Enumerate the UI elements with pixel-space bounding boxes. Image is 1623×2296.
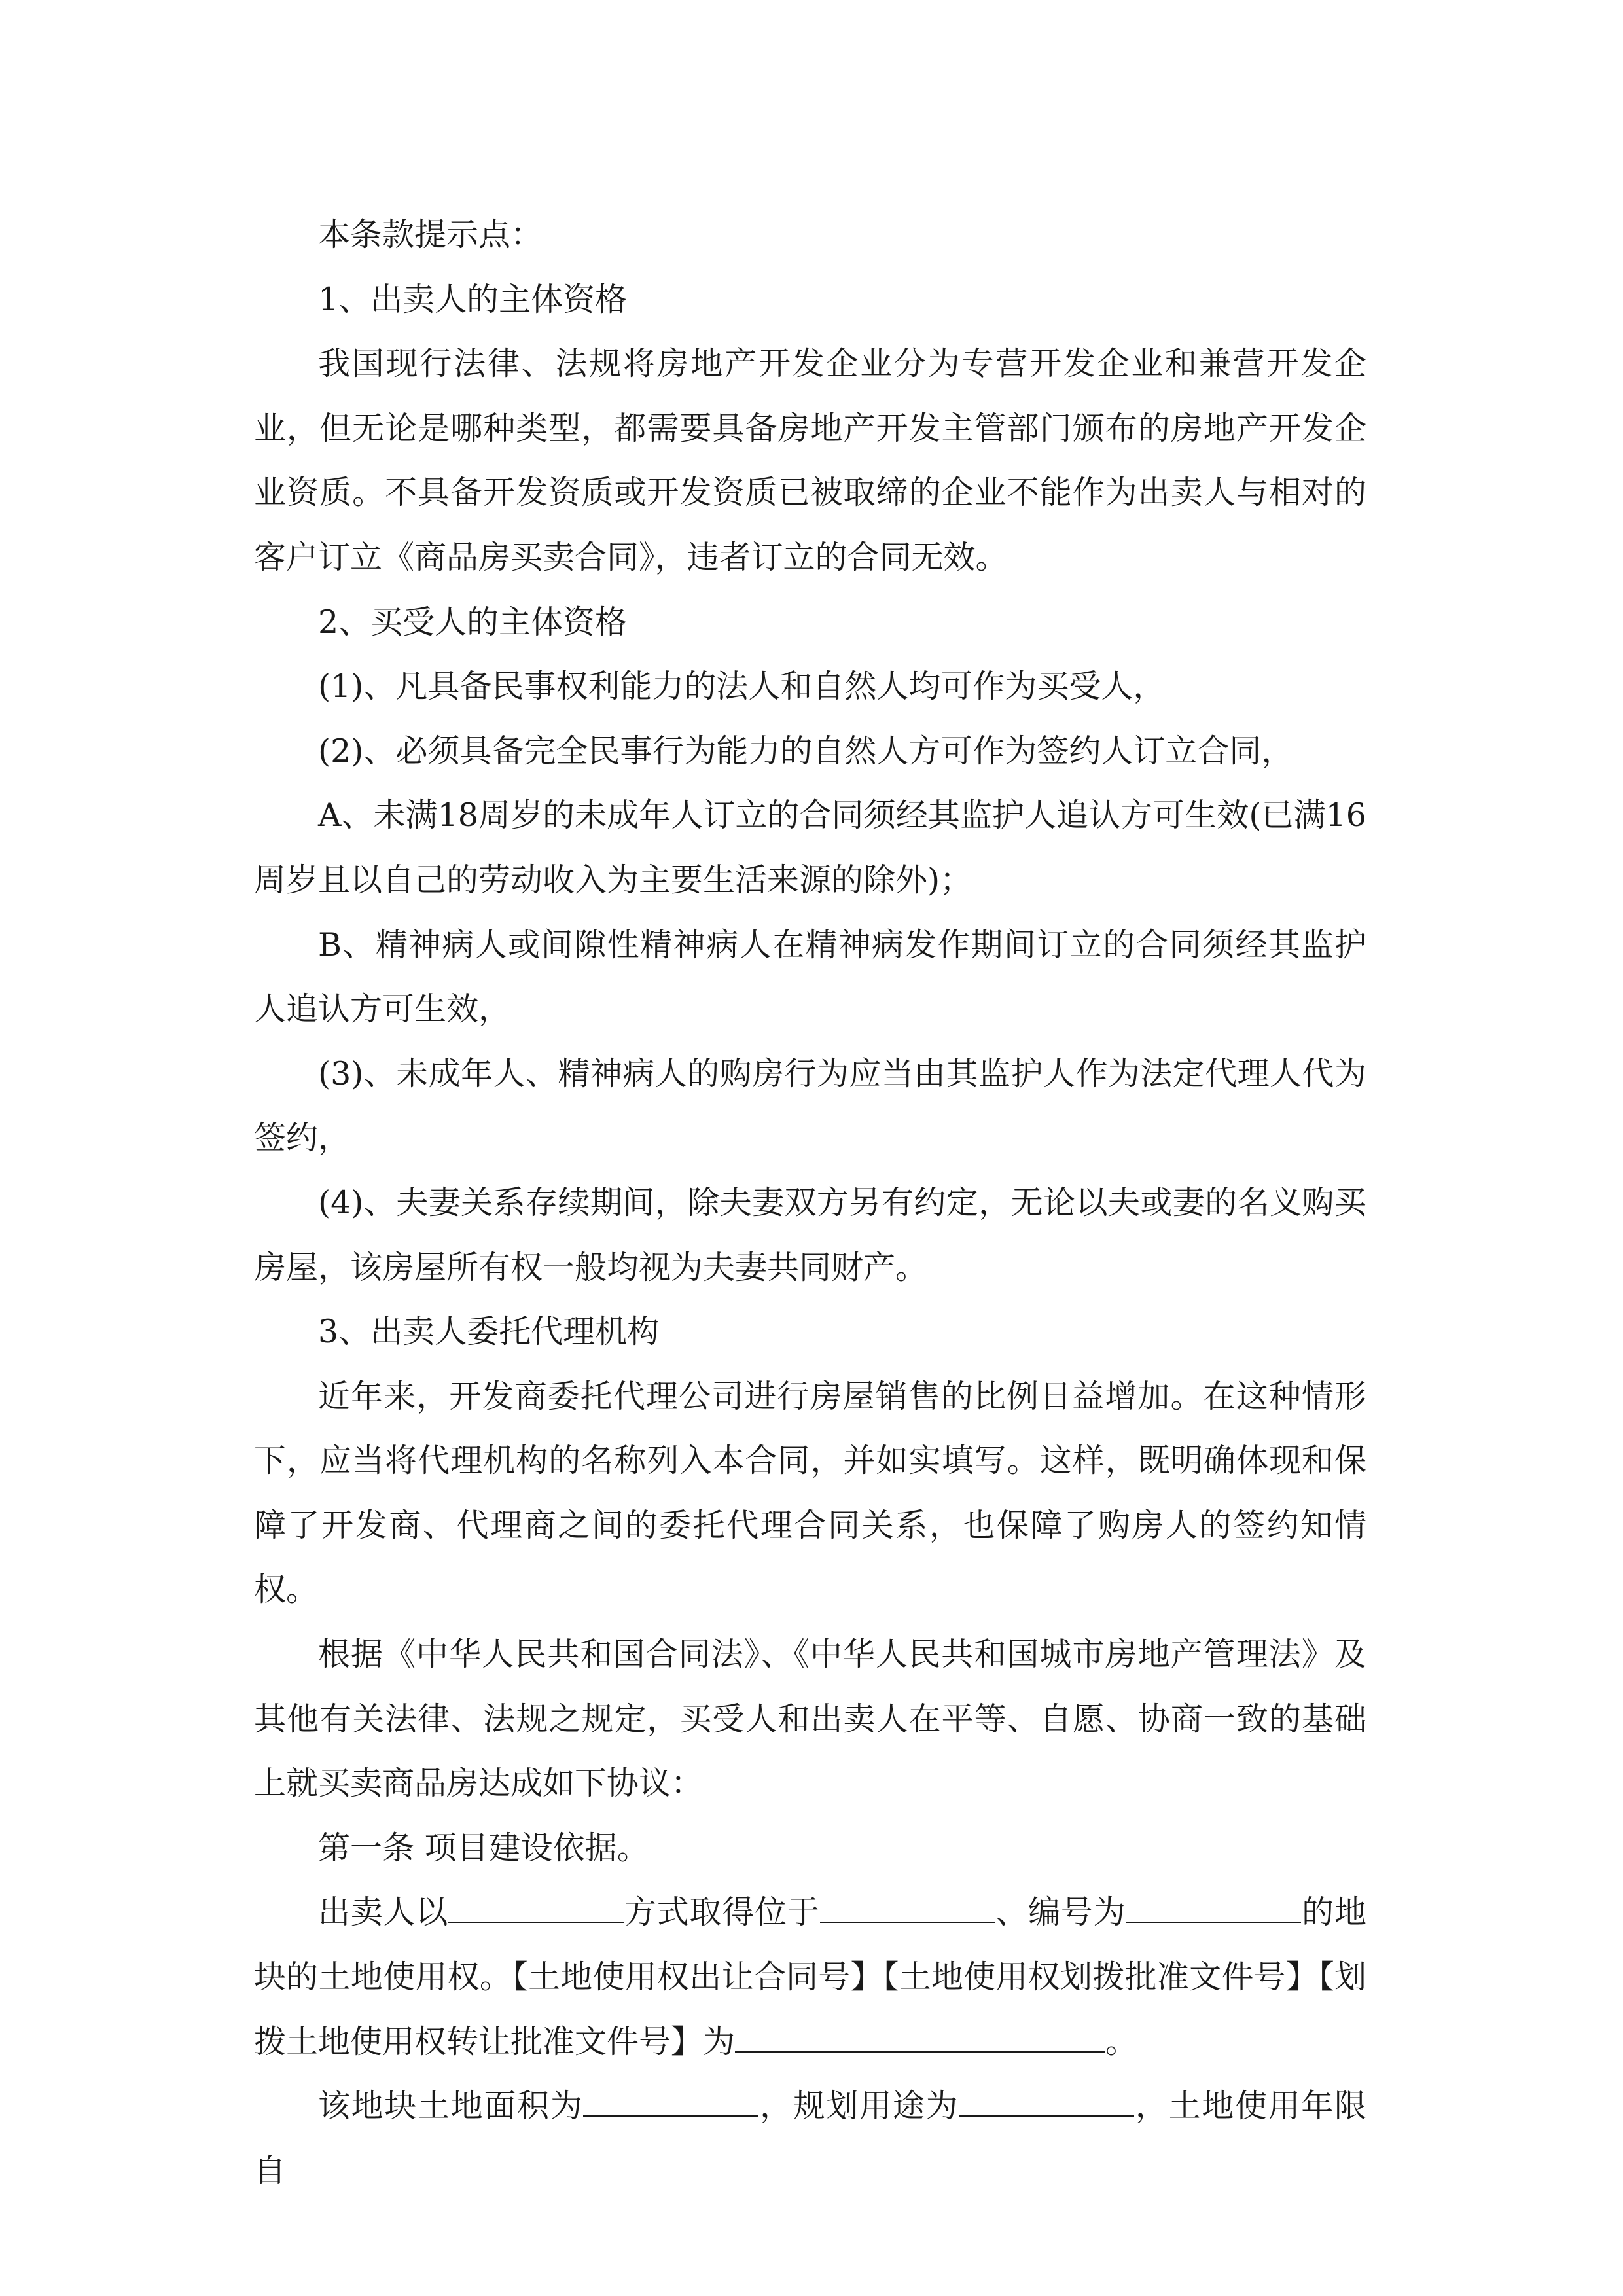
paragraph-buyer-item-3: (3)、未成年人、精神病人的购房行为应当由其监护人作为法定代理人代为签约， <box>254 1054 1366 1157</box>
land-clause-text-1: 出卖人以 <box>318 1893 449 1931</box>
paragraph-buyer-item-4: (4)、夫妻关系存续期间，除夫妻双方另有约定，无论以夫或妻的名义购买房屋，该房屋所有权一般均视为夫妻共同财产。 <box>254 1183 1366 1286</box>
section-heading-buyer-qualification: 2、买受人的主体资格 <box>318 603 628 641</box>
contract-number-field[interactable] <box>735 2025 1105 2053</box>
paragraph-buyer-item-b: B、精神病人或间隙性精神病人在精神病发作期间订立的合同须经其监护人追认方可生效， <box>254 925 1366 1028</box>
paragraph-buyer-item-a: A、未满18周岁的未成年人订立的合同须经其监护人追认方可生效(已满16周岁且以自己的劳动收入为主要生活来源的除外)； <box>254 797 1366 899</box>
paragraph-seller-qualification: 我国现行法律、法规将房地产开发企业分为专营开发企业和兼营开发企业，但无论是哪种类型，都需要具备房地产开发主管部门颁布的房地产开发企业资质。不具备开发资质或开发资质已被取缔的企业不能作为出卖人与相对的客户订立《商品房买卖合同》，违者订立的合同无效。 <box>254 345 1366 576</box>
paragraph-agency: 近年来，开发商委托代理公司进行房屋销售的比例日益增加。在这种情形下，应当将代理机构的名称列入本合同，并如实填写。这样，既明确体现和保障了开发商、代理商之间的委托代理合同关系，也保障了购房人的签约知情权。 <box>254 1377 1366 1609</box>
paragraph-land-area <box>254 2074 1366 2203</box>
paragraph-land-acquisition <box>254 1880 1366 2074</box>
document-body <box>254 203 1366 2203</box>
land-number-field[interactable] <box>1126 1895 1301 1923</box>
planned-use-field[interactable] <box>959 2089 1134 2117</box>
land-location-field[interactable] <box>820 1895 995 1923</box>
paragraph-buyer-item-2: (2)、必须具备完全民事行为能力的自然人方可作为签约人订立合同， <box>318 732 1294 770</box>
land-clause-text-4: 的地块的土地使用权。【土地使用权出让合同号】【土地使用权划拨批准文件号】【划拨土地使用权转让批准文件号】为 <box>254 1893 1366 2060</box>
acquisition-method-field[interactable] <box>448 1895 624 1923</box>
clause-tips-heading: 本条款提示点： <box>318 216 543 253</box>
land-clause-text-5: 。 <box>1105 2022 1138 2060</box>
land-area-field[interactable] <box>583 2089 758 2117</box>
area-clause-text-1: 该地块土地面积为 <box>318 2087 584 2125</box>
paragraph-buyer-item-1: (1)、凡具备民事权利能力的法人和自然人均可作为买受人， <box>318 668 1166 706</box>
paragraph-legal-basis: 根据《中华人民共和国合同法》、《中华人民共和国城市房地产管理法》及其他有关法律、法规之规定，买受人和出卖人在平等、自愿、协商一致的基础上就买卖商品房达成如下协议： <box>254 1636 1366 1803</box>
section-heading-agency: 3、出卖人委托代理机构 <box>318 1313 660 1351</box>
area-clause-text-3: ，土地使用年限自 <box>254 2087 1366 2189</box>
article-1-heading: 第一条 项目建设依据。 <box>318 1829 649 1867</box>
section-heading-seller-qualification: 1、出卖人的主体资格 <box>318 280 628 318</box>
land-clause-text-3: 、编号为 <box>995 1893 1126 1931</box>
area-clause-text-2: ，规划用途为 <box>758 2087 959 2125</box>
land-clause-text-2: 方式取得位于 <box>624 1893 820 1931</box>
